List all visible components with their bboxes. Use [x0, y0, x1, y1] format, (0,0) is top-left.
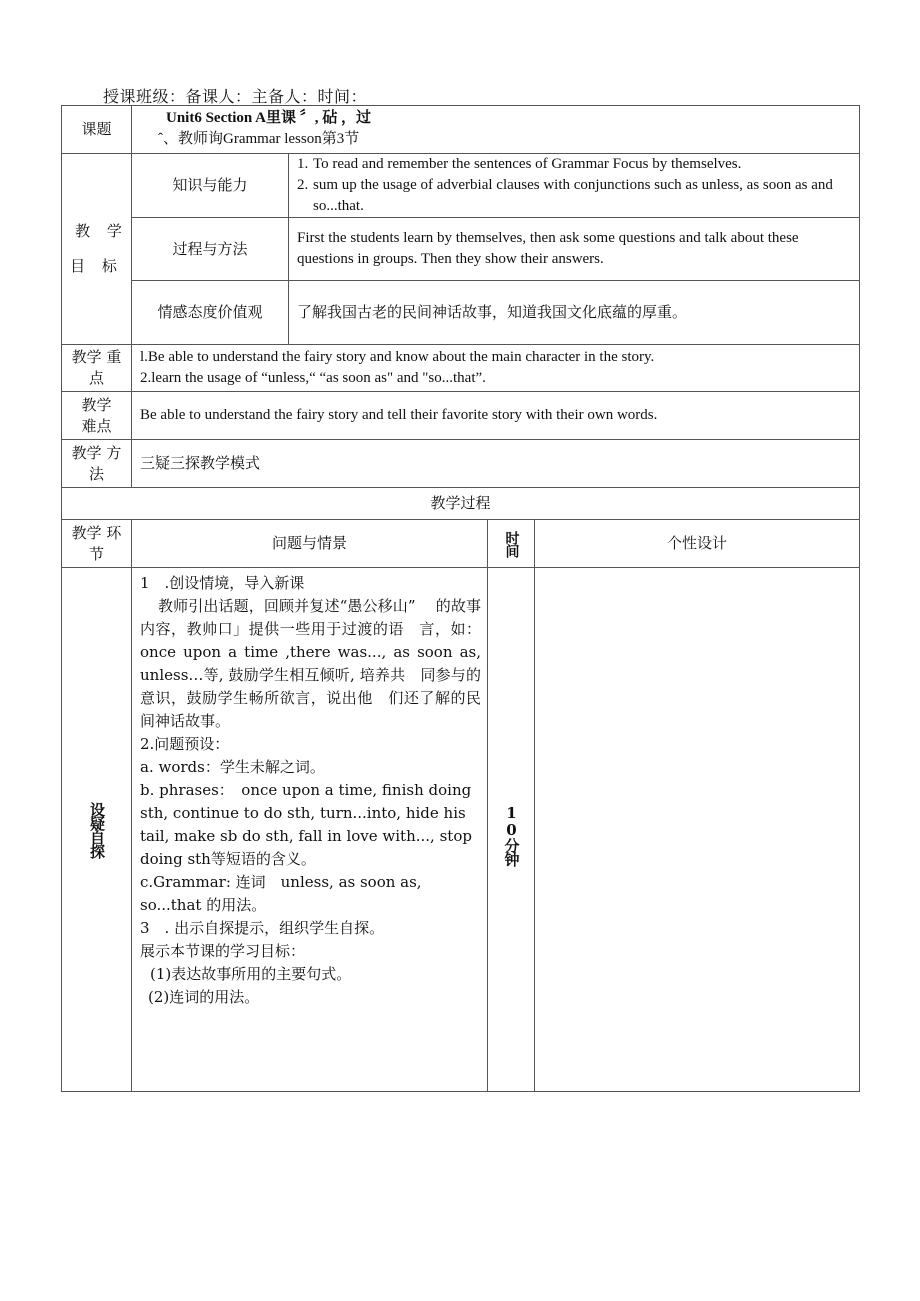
key-points-label-b: 点	[88, 369, 104, 387]
stage1-content	[132, 568, 488, 1092]
stage1-name-cell	[62, 568, 132, 1092]
stage-header-a: 教学 环	[71, 523, 122, 542]
stage1-line-5: b. phrases： once upon a time, finish doing sth, continue to do sth, turn...into, hide his tail, make sb do sth, fall in love with..., stop doing sth等短语的含义。	[140, 781, 472, 868]
stage1-line-9: (1)表达故事所用的主要句式。	[150, 965, 352, 983]
stage1-line-2: 教师引出话题，回顾并复述“愚公移山” 的故事内容，教帅口」提供一些用于过渡的语 言，如：once upon a time ,there was..., as soon as, unless…等, 鼓励学生相互倾听, 培养共 同参与的意识，鼓励学生畅所欲言，说出他 们还了解的民间神话故事。	[140, 597, 481, 730]
time-header-text: 时间	[503, 530, 520, 557]
objectives-label	[62, 154, 132, 345]
time-header	[488, 520, 535, 568]
stage1-line-4: a. words：学生未解之词。	[140, 758, 325, 776]
topic-cell	[132, 106, 860, 154]
objectives-label-a: 教 学	[75, 222, 128, 240]
stage-header-b: 节	[88, 544, 104, 563]
stage1-line-8: 展示本节课的学习目标：	[140, 942, 306, 960]
process-section-title: 教学过程	[62, 488, 860, 520]
design-header: 个性设计	[535, 520, 860, 568]
objectives-label-b: 目 标	[70, 257, 123, 275]
stage1-design-cell	[535, 568, 860, 1092]
key-point-1: l.Be able to understand the fairy story and know about the main character in the story.	[140, 349, 655, 365]
key-points-content	[132, 345, 860, 392]
process-method-content: First the students learn by themselves, then ask some questions and talk about these questions in groups. Then they show their answers.	[289, 218, 860, 281]
emotion-content: 了解我国古老的民间神话故事，知道我国文化底蕴的厚重。	[289, 281, 860, 345]
stage1-time-cell	[488, 568, 535, 1092]
stage1-name: 设疑自探	[88, 801, 106, 858]
lesson-plan-table	[61, 105, 860, 1092]
stage1-line-6: c.Grammar: 连词 unless, as soon as, so...that 的用法。	[140, 873, 422, 914]
topic-label: 课题	[62, 106, 132, 154]
content-header: 问题与情景	[132, 520, 488, 568]
method-label-b: 法	[88, 464, 104, 483]
stage-header	[62, 520, 132, 568]
method-label-a: 教学 方	[71, 443, 122, 462]
stage1-line-1: 1 .创设情境，导入新课	[140, 574, 305, 592]
topic-line-1: Unit6 Section A里课 〞, 砧 ，过	[166, 110, 372, 126]
knowledge-item-2: 2. sum up the usage of adverbial clauses with conjunctions such as unless, as soon as and so...that.	[297, 177, 833, 214]
process-method-label: 过程与方法	[132, 218, 289, 281]
stage1-line-7: 3 . 出示自探提示，组织学生自探。	[140, 919, 385, 937]
key-point-2: 2.learn the usage of “unless,“ “as soon as" and "so...that”.	[140, 370, 486, 386]
method-label	[62, 440, 132, 488]
key-points-label	[62, 345, 132, 392]
difficulty-content: Be able to understand the fairy story and tell their favorite story with their own words.	[132, 392, 860, 440]
stage1-line-10: (2)连词的用法。	[148, 988, 260, 1006]
method-content: 三疑三探教学模式	[132, 440, 860, 488]
knowledge-item-1: 1. To read and remember the sentences of Grammar Focus by themselves.	[297, 156, 742, 172]
knowledge-label: 知识与能力	[132, 154, 289, 218]
knowledge-content	[289, 154, 860, 218]
stage1-time: 10分钟	[502, 804, 521, 866]
key-points-label-a: 教学 重	[71, 348, 122, 366]
stage1-line-3: 2.问题预设：	[140, 735, 230, 753]
difficulty-label-b: 难点	[81, 416, 112, 435]
topic-line-2: ˆ、教师询Grammar lesson第3节	[158, 131, 360, 147]
header-info: 授课班级：备课人：主备人：时间：	[103, 87, 368, 106]
difficulty-label	[62, 392, 132, 440]
emotion-label: 情感态度价值观	[132, 281, 289, 345]
difficulty-label-a: 教学	[81, 395, 112, 414]
